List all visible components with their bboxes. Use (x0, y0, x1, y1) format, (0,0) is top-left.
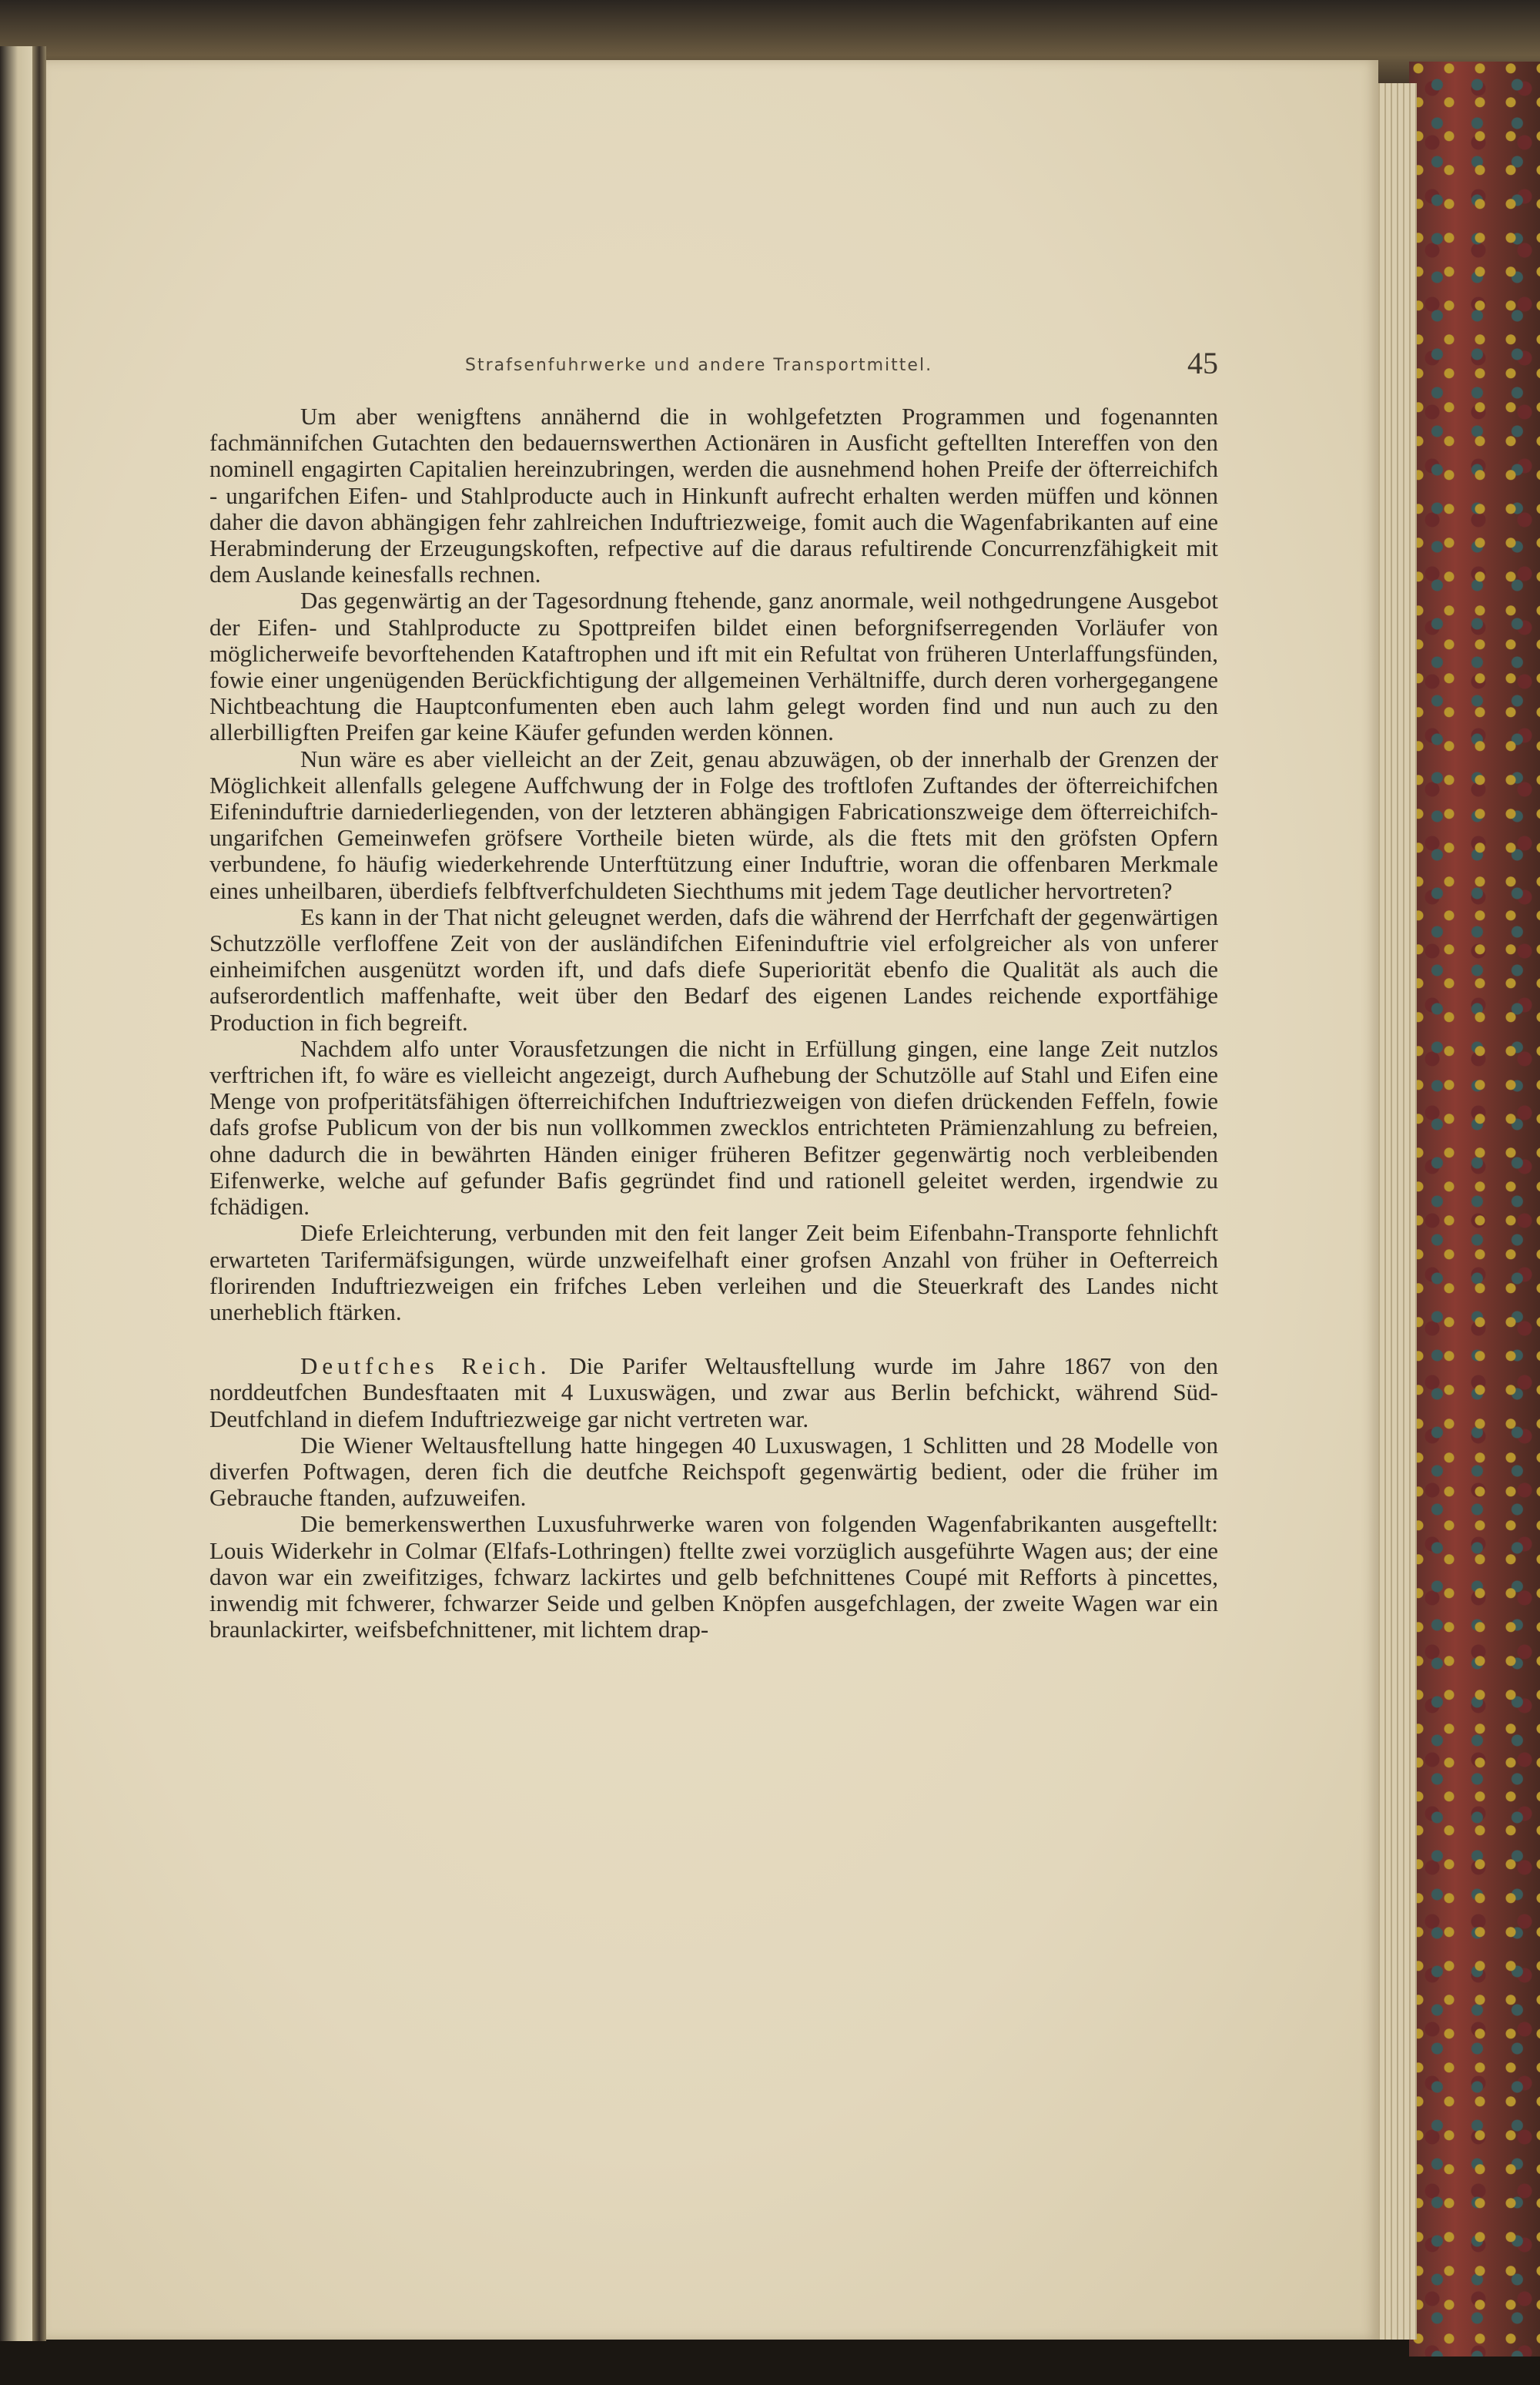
page-number: 45 (1187, 346, 1218, 380)
left-page-edge (0, 46, 32, 2341)
section-paragraph (209, 1353, 1218, 1432)
section-paragraph: Die Wiener Weltausftellung hatte hingegen 40 Luxuswagen, 1 Schlitten und 28 Modelle von diverfen Poftwagen, deren fich die deutfche Reichspoft gegenwärtig bedient, oder die früher im Gebrauche ftanden, aufzuweifen. (209, 1431, 1218, 1512)
paragraph: Das gegenwärtig an der Tagesordnung ftehende, ganz anormale, weil nothgedrungene Ausgebot der Eifen- und Stahlproducte zu Spottpreifen bildet einen beforgnifserregenden Vorläufer von möglicherweife bevorftehenden Kataftrophen und ift mit ein Refultat von früheren Unterlaffungsfünden, fowie einer ungenügenden Berückfichtigung der allgemeinen Verhältniffe, durch deren vorhergegangene Nichtbeachtung die Hauptconfumenten eben auch lahm gelegt worden find und nun auch zu den allerbilligften Preifen gar keine Käufer gefunden werden können. (209, 587, 1218, 746)
paragraph: Diefe Erleichterung, verbunden mit den feit langer Zeit beim Eifenbahn-Transporte fehnlichft erwarteten Tarifermäfsigungen, würde unzweifelhaft einer grofsen Anzahl von früher in Oefterreich florirenden Induftriezweigen ein frifches Leben verleihen und die Steuerkraft des Landes nicht unerheblich ftärken. (209, 1219, 1218, 1325)
section-paragraph-text: Die Parifer Weltausftellung wurde im Jahre 1867 von den norddeutfchen Bundesftaaten mit 4 Luxuswägen, und zwar aus Berlin befchickt, während Süd-Deutfchland in diefem Induftriezweige gar nicht vertreten war. (209, 1352, 1218, 1432)
section-heading: Deutfches Reich. (300, 1352, 551, 1380)
paragraph: Es kann in der That nicht geleugnet werden, dafs die während der Herrfchaft der gegenwärtigen Schutzzölle verfloffene Zeit von der ausländifchen Eifeninduftrie viel erfolgreicher als von unferer einheimifchen ausgenützt worden ift, und dafs diefe Superiorität ebenfo die Qualität als auch die aufserordentlich maffenhafte, weit über den Bedarf des eigenen Landes reichende exportfähige Production in fich begreift. (209, 903, 1218, 1036)
running-head (209, 345, 1218, 391)
book-page (46, 60, 1378, 2340)
page-content (209, 345, 1218, 1643)
paragraph: Nachdem alfo unter Vorausfetzungen die nicht in Erfüllung gingen, eine lange Zeit nutzlos verftrichen ift, fo wäre es vielleicht angezeigt, durch Aufhebung der Schutzölle auf Stahl und Eifen eine Menge von profperitätsfähigen öfterreichifchen Induftriezweigen von diefen drückenden Feffeln, fowie dafs grofse Publicum von der bis nun vollkommen zwecklos entrichteten Prämienzahlung zu befreien, ohne dadurch die in bewährten Händen einiger früheren Befitzer gegenwärtig noch verbleibenden Eifenwerke, welche auf gefunder Bafis gegründet find und rationell geleitet werden, irgendwie zu fchädigen. (209, 1034, 1218, 1221)
running-head-title: Strafsenfuhrwerke und andere Transportmittel. (465, 356, 933, 375)
marbled-cover-edge (1409, 62, 1540, 2357)
section-divider (209, 1325, 1218, 1353)
section-paragraph: Die bemerkenswerthen Luxusfuhrwerke waren von folgenden Wagenfabrikanten ausgeftellt: Louis Widerkehr in Colmar (Elfafs-Lothringen) ftellte zwei vorzüglich ausgeführte Wagen aus; der eine davon war ein zweifitziges, fchwarz lackirtes und gelb befchnittenes Coupé mit Refforts à pincettes, inwendig mit fchwerer, fchwarzer Seide und gelben Knöpfen ausgefchlagen, der zweite Wagen war ein braunlackirter, weifsbefchnittener, mit lichtem drap- (209, 1510, 1218, 1643)
book-gutter (32, 46, 46, 2341)
paragraph: Um aber wenigftens annähernd die in wohlgefetzten Programmen und fogenannten fachmännifchen Gutachten den bedauernswerthen Actionären in Ausficht geftellten Intereffen von den nominell engagirten Capitalien hereinzubringen, werden die ausnehmend hohen Preife der öfterreichifch - ungarifchen Eifen- und Stahlproducte auch in Hinkunft aufrecht erhalten werden müffen und können daher die davon abhängigen fehr zahlreichen Induftriezweige, fomit auch die Wagenfabrikanten auf eine Herabminderung der Erzeugungskoften, refpective auf die daraus refultirende Concurrenzfähigkeit mit dem Auslande keinesfalls rechnen. (209, 403, 1218, 588)
paragraph: Nun wäre es aber vielleicht an der Zeit, genau abzuwägen, ob der innerhalb der Grenzen der Möglichkeit allenfalls gelegene Auffchwung der in Folge des troftlofen Zuftandes der öfterreichifchen Eifeninduftrie darniederliegenden, von der letzteren abhängigen Fabricationszweige dem öfterreichifch-ungarifchen Gemeinwefen gröfsere Vortheile bieten würde, als die ftets mit den gröfsten Opfern verbundene, fo häufig wiederkehrende Unterftützung einer Induftrie, woran die offenbaren Merkmale eines unheilbaren, überdiefs felbftverfchuldeten Siechthums mit jedem Tage deutlicher hervortreten? (209, 745, 1218, 904)
